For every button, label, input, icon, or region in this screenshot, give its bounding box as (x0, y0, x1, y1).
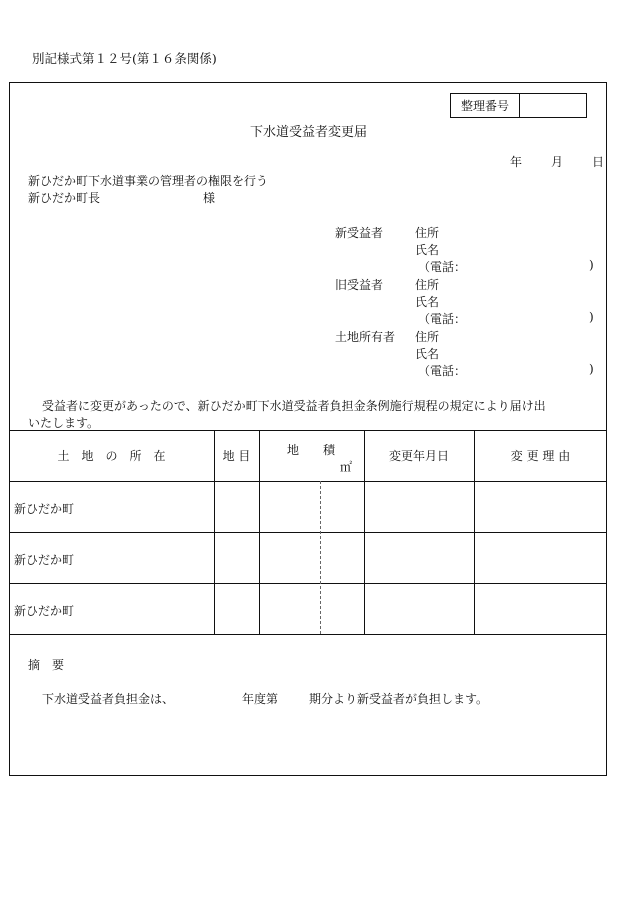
summary-text-a: 下水道受益者負担金は、 (42, 692, 175, 706)
header-location: 土 地 の 所 在 (57, 449, 166, 463)
summary-text-b: 年度第 (242, 692, 279, 706)
landowner-phone-close: ) (589, 362, 594, 376)
header-area-unit: ㎡ (340, 460, 353, 474)
header-area: 地 積 (287, 443, 336, 457)
landowner-phone-label: （電話： (418, 364, 467, 378)
new-beneficiary-address-label: 住所 (415, 226, 440, 240)
addressee-honorific: 様 (203, 191, 216, 205)
table-row2-line (9, 583, 607, 584)
new-beneficiary-role: 新受益者 (335, 226, 384, 240)
date-month: 月 (551, 155, 564, 169)
old-beneficiary-name-label: 氏名 (415, 295, 440, 309)
table-col-divider (259, 430, 260, 634)
reference-number-box (450, 93, 587, 118)
header-change-date: 変更年月日 (388, 449, 449, 463)
landowner-name-label: 氏名 (415, 347, 440, 361)
table-bottom-line (9, 634, 607, 635)
statement-line2: いたします。 (28, 416, 100, 430)
addressee-line2: 新ひだか町長 (28, 191, 101, 205)
new-beneficiary-phone-close: ) (589, 258, 594, 272)
landowner-address-label: 住所 (415, 330, 440, 344)
old-beneficiary-phone-label: （電話： (418, 312, 467, 326)
row-location: 新ひだか町 (14, 553, 75, 567)
reference-number-field[interactable] (520, 94, 586, 117)
summary-label: 摘 要 (28, 658, 65, 672)
old-beneficiary-address-label: 住所 (415, 278, 440, 292)
new-beneficiary-name-label: 氏名 (415, 243, 440, 257)
statement-line1: 受益者に変更があったので、新ひだか町下水道受益者負担金条例施行規程の規定により届け出 (42, 399, 546, 413)
old-beneficiary-phone-close: ) (589, 310, 594, 324)
reference-number-label: 整理番号 (451, 94, 520, 117)
date-day: 日 (592, 155, 605, 169)
form-number-note: 別記様式第１２号(第１６条関係) (32, 51, 217, 66)
date-year: 年 (510, 155, 523, 169)
table-area-dotted-divider (320, 481, 321, 634)
new-beneficiary-phone-label: （電話： (418, 260, 467, 274)
header-reason: 変 更 理 由 (510, 449, 571, 463)
table-header-line (9, 481, 607, 482)
row-location: 新ひだか町 (14, 604, 75, 618)
summary-text-c: 期分より新受益者が負担します。 (309, 692, 489, 706)
header-category: 地 目 (222, 449, 251, 463)
old-beneficiary-role: 旧受益者 (335, 278, 384, 292)
addressee-line1: 新ひだか町下水道事業の管理者の権限を行う (28, 174, 269, 188)
table-row1-line (9, 532, 607, 533)
form-title: 下水道受益者変更届 (250, 125, 368, 140)
row-location: 新ひだか町 (14, 502, 75, 516)
landowner-role: 土地所有者 (335, 330, 396, 344)
